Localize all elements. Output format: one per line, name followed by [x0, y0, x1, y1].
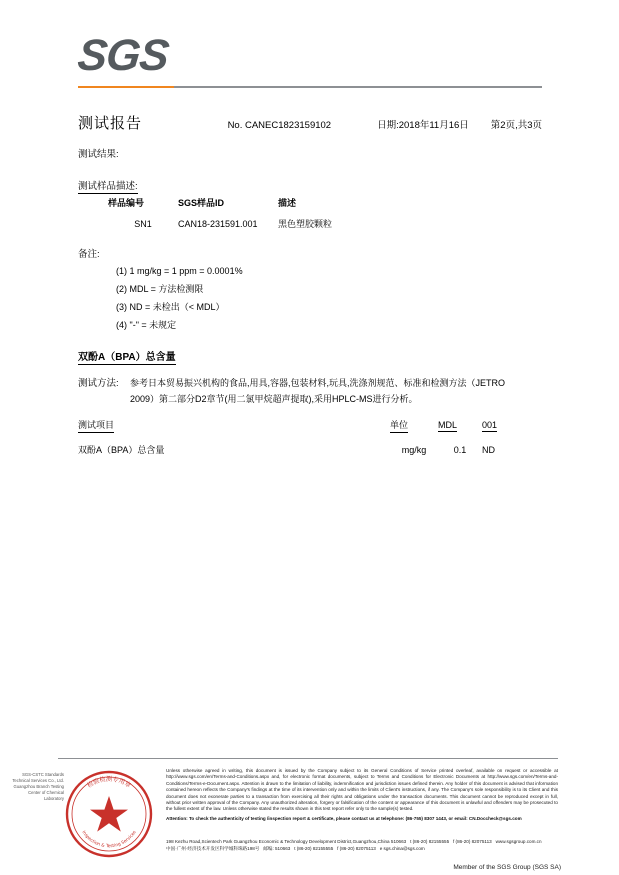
address-en: 198 Kezhu Road,Scientech Park Guangzhou Economic & Technology Development District,Guangzhou,China 510663 — [166, 839, 407, 844]
list-item: (4) "-" = 未规定 — [116, 320, 177, 330]
svg-text:Inspection & Testing Services: Inspection & Testing Services — [80, 830, 138, 850]
stamp-icon — [63, 768, 155, 860]
col-unit: 单位 — [390, 418, 438, 436]
sample-table — [108, 196, 398, 230]
website: www.sgsgroup.com.cn — [495, 839, 542, 844]
results-label: 测试结果: — [78, 149, 119, 160]
test-method-text: 参考日本贸易振兴机构的食品,用具,容器,包装材料,玩具,洗涤剂规范、标准和检测方法（JETRO 2009）第二部分D2章节(用二氯甲烷超声提取),采用HPLC-MS进行分析。 — [130, 378, 506, 404]
svg-text:检验检测专用章: 检验检测专用章 — [86, 776, 132, 790]
sample-description-label: 测试样品描述: — [78, 178, 138, 194]
footer-divider — [58, 758, 558, 759]
company-stamp — [63, 768, 155, 860]
header-rule-orange — [78, 86, 174, 88]
col-sgs-id: SGS样品ID — [178, 198, 225, 208]
test-method-label: 测试方法: — [78, 378, 119, 389]
footer-disclaimer — [166, 768, 558, 822]
section-heading-bpa: 双酚A（BPA）总含量 — [78, 348, 176, 365]
cell-unit: mg/kg — [401, 444, 427, 455]
list-item: (3) ND = 未检出（< MDL） — [116, 302, 225, 312]
tel-cn: t (86-20) 82155555 — [294, 846, 334, 851]
table-row — [108, 217, 398, 230]
header-rule-gray — [174, 86, 542, 88]
list-item: (1) 1 mg/kg = 1 ppm = 0.0001% — [116, 266, 243, 276]
cell-sgs-id: CAN18-231591.001 — [178, 218, 258, 229]
tel-en: t (86-20) 82155555 — [410, 839, 450, 844]
address-cn: 中国·广州·经济技术开发区科学城科珠路198号 — [166, 846, 260, 851]
lab-side-text: SGS-CSTC Standards Technical Services Co., Ltd. Guangzhou Branch Testing Center of Chemical Laboratory — [12, 772, 64, 801]
sgs-logo-text: SGS — [75, 31, 171, 80]
footer-address — [166, 838, 558, 852]
cell-result-001: ND — [482, 444, 495, 455]
zip-cn: 邮编: 510663 — [263, 846, 291, 851]
footer-member: Member of the SGS Group (SGS SA) — [453, 864, 561, 871]
page-number: 第2页,共3页 — [490, 120, 542, 131]
email: e sgs.china@sgs.com — [379, 846, 425, 851]
table-row — [78, 436, 542, 456]
address-cn-line — [166, 845, 558, 852]
report-number: No. CANEC1823159102 — [227, 120, 332, 131]
report-date: 日期:2018年11月16日 — [377, 120, 469, 131]
fax-en: f (86-20) 82075113 — [452, 839, 492, 844]
header-meta — [228, 117, 542, 131]
table-header-row — [108, 196, 398, 217]
col-test-item: 测试项目 — [78, 418, 390, 436]
col-sample-no: 样品编号 — [108, 198, 145, 208]
col-mdl: MDL — [438, 419, 458, 430]
header-row — [78, 112, 542, 133]
col-sample-001: 001 — [482, 419, 498, 430]
results-table — [78, 418, 542, 456]
cell-description: 黑色塑胶颗粒 — [278, 219, 333, 229]
col-description: 描述 — [278, 198, 297, 208]
cell-mdl: 0.1 — [453, 444, 467, 455]
address-en-line — [166, 838, 558, 845]
cell-test-item: 双酚A（BPA）总含量 — [78, 445, 165, 455]
footer-disclaimer-text: Unless otherwise agreed in writing, this document is issued by the Company subject to its General Conditions of Service printed overleaf, available on request or accessible at http://www.sgs.com/en/Terms-and-Conditions.aspx and, for electronic format documents, subject to Terms and Conditions for Electronic Documents at http://www.sgs.com/en/Terms-and-Conditions/Terms-e-Document.aspx. Attention is drawn to the limitation of liability, indemnification and jurisdiction issues defined therein. Any holder of this document is advised that information contained hereon reflects the Company's findings at the time of its intervention only and within the limits of Client's instructions, if any. The Company's sole responsibility is to its Client and this document does not exonerate parties to a transaction from exercising all their rights and obligations under the transaction documents. This document cannot be reproduced except in full, without prior written approval of the Company. Any unauthorized alteration, forgery or falsification of the content or appearance of this document is unlawful and offenders may be prosecuted to the fullest extent of the law. Unless otherwise stated the results shown in this test report refer only to the sample(s) tested. — [166, 768, 558, 812]
cell-sample-no: SN1 — [134, 218, 152, 229]
table-header-row — [78, 418, 542, 436]
remarks-label: 备注: — [78, 249, 100, 260]
list-item: (2) MDL = 方法检测限 — [116, 284, 204, 294]
fax-cn: f (86-20) 82075113 — [337, 846, 376, 851]
sgs-logo — [75, 31, 188, 86]
footer-attention: Attention: To check the authenticity of testing /inspection report & certificate, please contact us at telephone: (86-755) 8307 1443, or email: CN.Doccheck@sgs.com — [166, 815, 522, 821]
remarks-list — [116, 262, 243, 334]
page-title: 测试报告 — [78, 115, 143, 132]
